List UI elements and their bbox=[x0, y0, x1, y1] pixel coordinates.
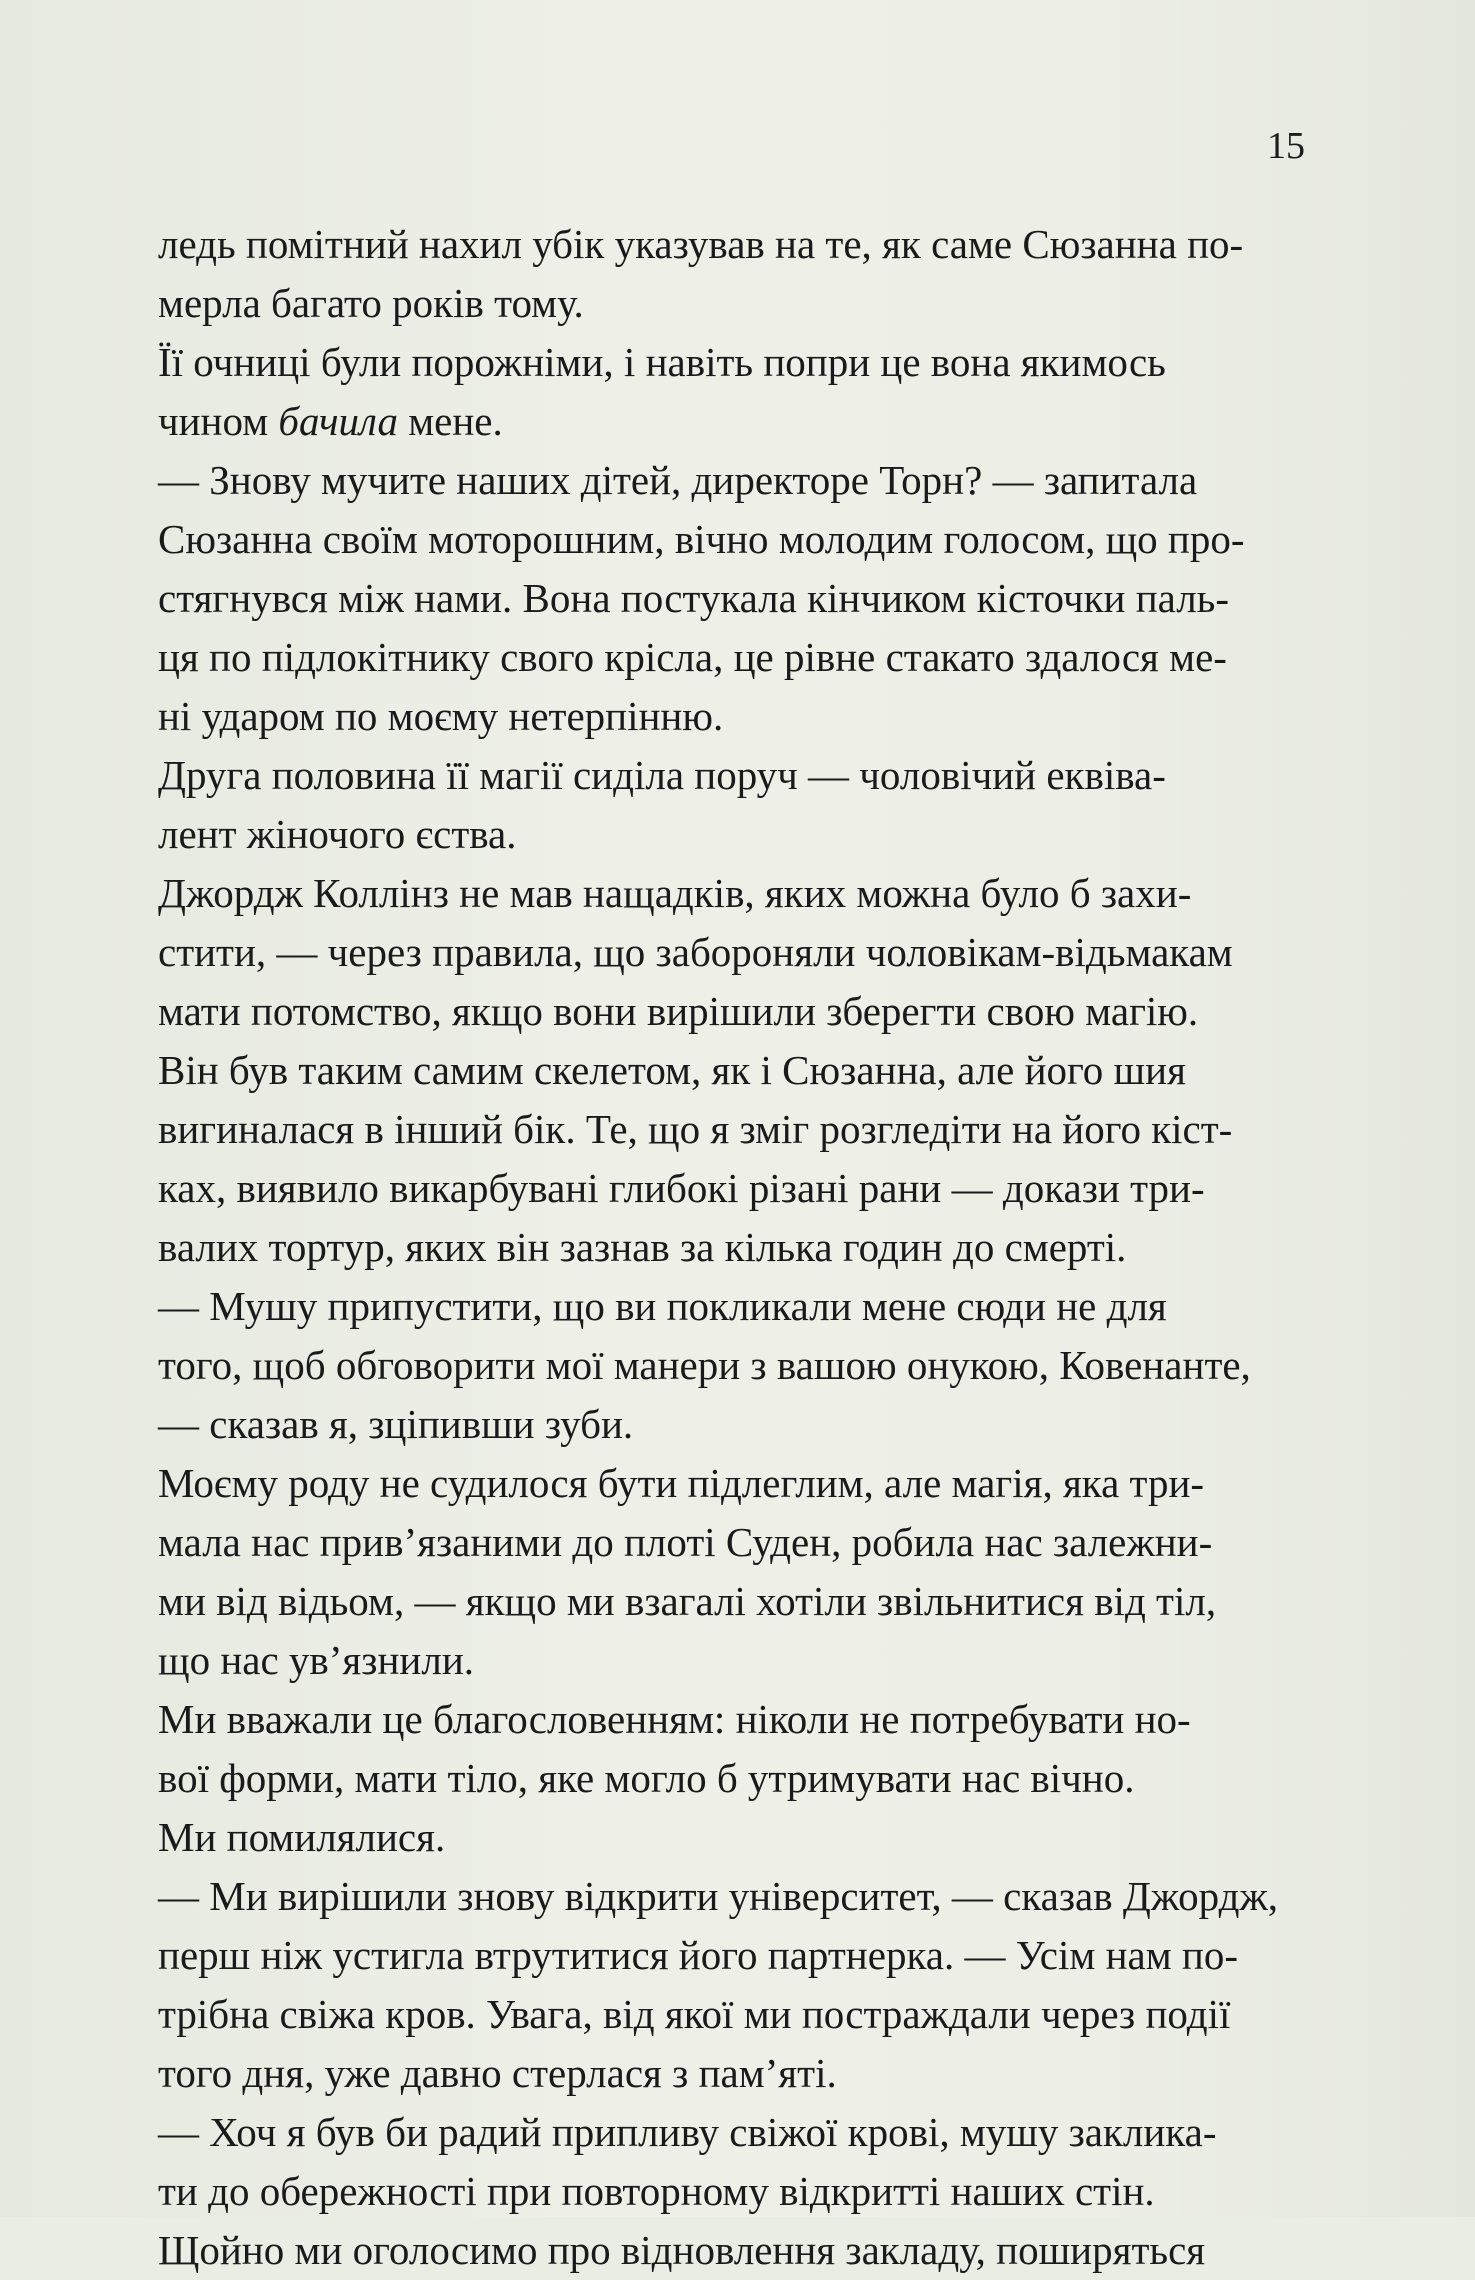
text-line: ця по підлокітнику свого крісла, це рівне стакато здалося ме- bbox=[158, 634, 1227, 680]
text-line: Моєму роду не судилося бути підлеглим, але магія, яка три- bbox=[158, 1460, 1205, 1506]
text-line: лент жіночого єства. bbox=[158, 811, 517, 857]
text-line: мала нас прив’язаними до плоті Суден, робила нас залежни- bbox=[158, 1519, 1213, 1565]
text-line: вої форми, мати тіло, яке могло б утримувати нас вічно. bbox=[158, 1755, 1135, 1801]
text-line: мати потомство, якщо вони вирішили зберегти свою магію. bbox=[158, 988, 1199, 1034]
text-line: — Знову мучите наших дітей, директоре Торн? — запитала bbox=[158, 457, 1198, 503]
text-line: Її очниці були порожніми, і навіть попри це вона якимось bbox=[158, 339, 1166, 385]
text-line: ках, виявило викарбувані глибокі різані рани — докази три- bbox=[158, 1165, 1205, 1211]
paragraph bbox=[158, 1041, 1308, 1277]
text-line: що нас ув’язнили. bbox=[158, 1637, 475, 1683]
paragraph bbox=[158, 2103, 1308, 2280]
text-line: мене. bbox=[397, 398, 503, 444]
text-line: Він був таким самим скелетом, як і Сюзанна, але його шия bbox=[158, 1047, 1186, 1093]
text-line: Ми помилялися. bbox=[158, 1814, 446, 1860]
text-line: Друга половина її магії сиділа поруч — чоловічий еквіва- bbox=[158, 752, 1166, 798]
text-line: вигиналася в інший бік. Те, що я зміг розгледіти на його кіст- bbox=[158, 1106, 1233, 1152]
paragraph bbox=[158, 746, 1308, 864]
paragraph bbox=[158, 1808, 1308, 1867]
paragraph bbox=[158, 1867, 1308, 2103]
page-number: 15 bbox=[1267, 125, 1305, 167]
paragraph bbox=[158, 215, 1308, 333]
text-line: Сюзанна своїм моторошним, вічно молодим голосом, що про- bbox=[158, 516, 1245, 562]
text-line: Щойно ми оголосимо про відновлення закладу, поширяться bbox=[158, 2227, 1206, 2273]
text-line: ти до обережності при повторному відкритті наших стін. bbox=[158, 2168, 1155, 2214]
paragraph bbox=[158, 864, 1308, 1041]
text-line: — Мушу припустити, що ви покликали мене сюди не для bbox=[158, 1283, 1167, 1329]
text-line: — Ми вирішили знову відкрити університет, — сказав Джордж, bbox=[158, 1873, 1279, 1919]
text-line: — сказав я, зціпивши зуби. bbox=[158, 1401, 634, 1447]
text-line: чином bbox=[158, 398, 279, 444]
text-line: стягнувся між нами. Вона постукала кінчиком кісточки паль- bbox=[158, 575, 1230, 621]
paragraph bbox=[158, 451, 1308, 746]
paragraph bbox=[158, 1690, 1308, 1808]
text-line: мерла багато років тому. bbox=[158, 280, 584, 326]
text-line: Ми вважали це благословенням: ніколи не потребувати но- bbox=[158, 1696, 1191, 1742]
text-line: того дня, уже давно стерлася з пам’яті. bbox=[158, 2050, 837, 2096]
text-line: стити, — через правила, що забороняли чоловікам-відьмакам bbox=[158, 929, 1233, 975]
body-text bbox=[158, 215, 1308, 2280]
text-line: ледь помітний нахил убік указував на те, як саме Сюзанна по- bbox=[158, 221, 1244, 267]
emphasis-text: бачила bbox=[278, 398, 398, 444]
text-line: Джордж Коллінз не мав нащадків, яких можна було б захи- bbox=[158, 870, 1192, 916]
text-line: валих тортур, яких він зазнав за кілька годин до смерті. bbox=[158, 1224, 1127, 1270]
text-line: — Хоч я був би радий припливу свіжої крові, мушу заклика- bbox=[158, 2109, 1217, 2155]
paragraph bbox=[158, 1277, 1308, 1454]
text-line: того, щоб обговорити мої манери з вашою онукою, Ковенанте, bbox=[158, 1342, 1251, 1388]
paragraph bbox=[158, 1454, 1308, 1690]
text-line: ні ударом по моєму нетерпінню. bbox=[158, 693, 724, 739]
text-line: трібна свіжа кров. Увага, від якої ми постраждали через події bbox=[158, 1991, 1231, 2037]
text-line: перш ніж устигла втрутитися його партнерка. — Усім нам по- bbox=[158, 1932, 1239, 1978]
text-line: ми від відьом, — якщо ми взагалі хотіли звільнитися від тіл, bbox=[158, 1578, 1217, 1624]
paragraph bbox=[158, 333, 1308, 451]
